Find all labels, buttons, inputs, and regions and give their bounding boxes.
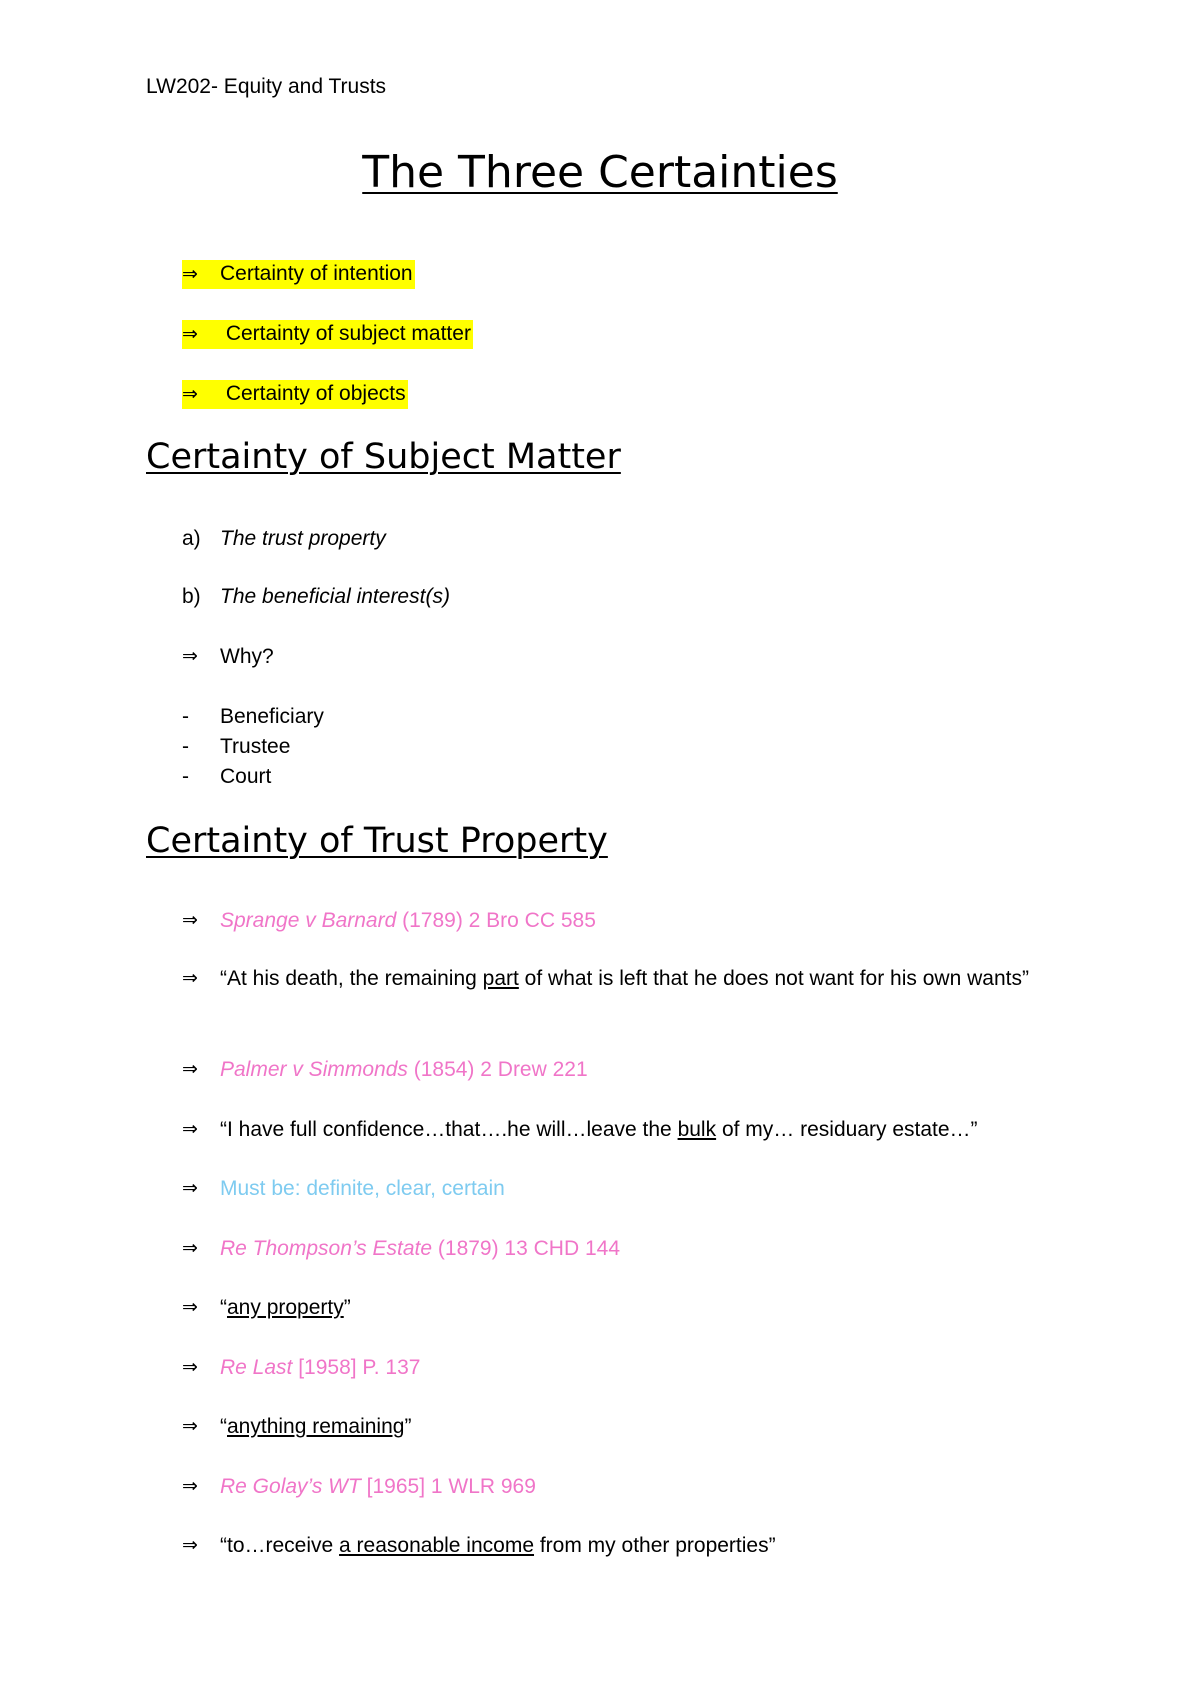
arrow-icon: ⇒ <box>182 323 198 345</box>
quote-segment: ” <box>343 1296 351 1319</box>
page-header: LW202- Equity and Trusts <box>146 75 387 98</box>
quote-text <box>220 1413 411 1441</box>
case-reference: (1879) 13 CHD 144 <box>432 1237 620 1260</box>
quote-underlined: any property <box>227 1296 344 1319</box>
quote-segment: “I have full confidence…that….he will…leave the <box>220 1118 678 1141</box>
quote-text <box>220 964 1062 993</box>
list-item-text: Why? <box>220 645 274 668</box>
case-citation <box>220 1235 620 1263</box>
arrow-icon: ⇒ <box>182 1238 198 1259</box>
case-reference: [1965] 1 WLR 969 <box>360 1475 536 1498</box>
case-name: Re Last <box>220 1356 293 1379</box>
list-item <box>182 1174 505 1204</box>
arrow-icon: ⇒ <box>182 1297 198 1318</box>
list-item <box>182 1353 420 1383</box>
list-item <box>182 1055 588 1085</box>
list-item <box>182 906 596 936</box>
case-citation <box>220 1354 420 1382</box>
case-reference: (1789) 2 Bro CC 585 <box>396 909 596 932</box>
dash-marker: - <box>182 735 189 758</box>
list-item <box>182 1293 351 1323</box>
page-title: The Three Certainties <box>362 147 838 198</box>
highlighted-item <box>182 320 473 349</box>
list-item <box>182 1234 620 1264</box>
list-item <box>182 642 274 672</box>
list-item <box>182 524 386 554</box>
case-name: Sprange v Barnard <box>220 909 397 932</box>
dash-marker: - <box>182 765 189 788</box>
list-item-text: The beneficial interest(s) <box>220 585 450 608</box>
list-marker: b) <box>182 585 201 608</box>
quote-segment: “At his death, the remaining <box>220 967 483 990</box>
arrow-icon: ⇒ <box>182 1535 198 1556</box>
arrow-icon: ⇒ <box>182 1357 198 1378</box>
quote-underlined: part <box>482 967 519 990</box>
dash-marker: - <box>182 705 189 728</box>
quote-segment: “ <box>220 1296 227 1319</box>
list-item <box>182 379 408 409</box>
highlighted-item <box>182 260 415 289</box>
highlighted-item <box>182 380 408 409</box>
case-reference: (1854) 2 Drew 221 <box>407 1058 588 1081</box>
arrow-icon: ⇒ <box>182 1178 198 1199</box>
arrow-icon: ⇒ <box>182 910 198 931</box>
quote-segment: of my… residuary estate…” <box>716 1118 978 1141</box>
list-marker: a) <box>182 527 201 550</box>
case-reference: [1958] P. 137 <box>292 1356 421 1379</box>
case-citation <box>220 907 596 935</box>
list-item-text: Certainty of intention <box>220 261 413 285</box>
list-item-text: Trustee <box>220 735 291 758</box>
list-item <box>182 259 415 289</box>
quote-text <box>220 1294 351 1322</box>
arrow-icon: ⇒ <box>182 646 198 667</box>
quote-segment: “ <box>220 1415 227 1438</box>
rule-text: Must be: definite, clear, certain <box>220 1177 505 1200</box>
list-item-text: The trust property <box>220 527 386 550</box>
case-name: Re Thompson’s Estate <box>220 1237 433 1260</box>
list-item-text: Certainty of objects <box>220 381 406 405</box>
case-name: Re Golay’s WT <box>220 1475 361 1498</box>
case-citation <box>220 1473 536 1501</box>
list-item-text: Beneficiary <box>220 705 324 728</box>
arrow-icon: ⇒ <box>182 1416 198 1437</box>
quote-text <box>220 1532 776 1560</box>
quote-segment: ” <box>404 1415 412 1438</box>
list-item <box>182 702 324 732</box>
quote-text <box>220 1116 978 1144</box>
arrow-icon: ⇒ <box>182 1059 198 1080</box>
list-item <box>182 582 450 612</box>
case-citation <box>220 1056 588 1084</box>
quote-segment: from my other properties” <box>534 1534 776 1557</box>
arrow-icon: ⇒ <box>182 1476 198 1497</box>
quote-segment: of what is left that he does not want for his own wants” <box>518 967 1029 990</box>
quote-underlined: bulk <box>677 1118 717 1141</box>
list-item <box>182 732 290 762</box>
list-item-text: Court <box>220 765 272 788</box>
arrow-icon: ⇒ <box>182 383 198 405</box>
case-name: Palmer v Simmonds <box>220 1058 408 1081</box>
list-item <box>182 1412 411 1442</box>
arrow-icon: ⇒ <box>182 1119 198 1140</box>
quote-underlined: a reasonable income <box>339 1534 535 1557</box>
quote-underlined: anything remaining <box>227 1415 405 1438</box>
section-heading: Certainty of Subject Matter <box>146 437 621 477</box>
list-item <box>182 1115 978 1145</box>
list-item <box>182 319 473 349</box>
section-heading: Certainty of Trust Property <box>146 821 608 861</box>
arrow-icon: ⇒ <box>182 968 198 989</box>
list-item <box>182 964 1062 993</box>
list-item <box>182 762 271 792</box>
list-item <box>182 1531 776 1561</box>
arrow-icon: ⇒ <box>182 263 198 285</box>
list-item-text: Certainty of subject matter <box>220 321 471 345</box>
list-item <box>182 1472 536 1502</box>
quote-segment: “to…receive <box>220 1534 340 1557</box>
